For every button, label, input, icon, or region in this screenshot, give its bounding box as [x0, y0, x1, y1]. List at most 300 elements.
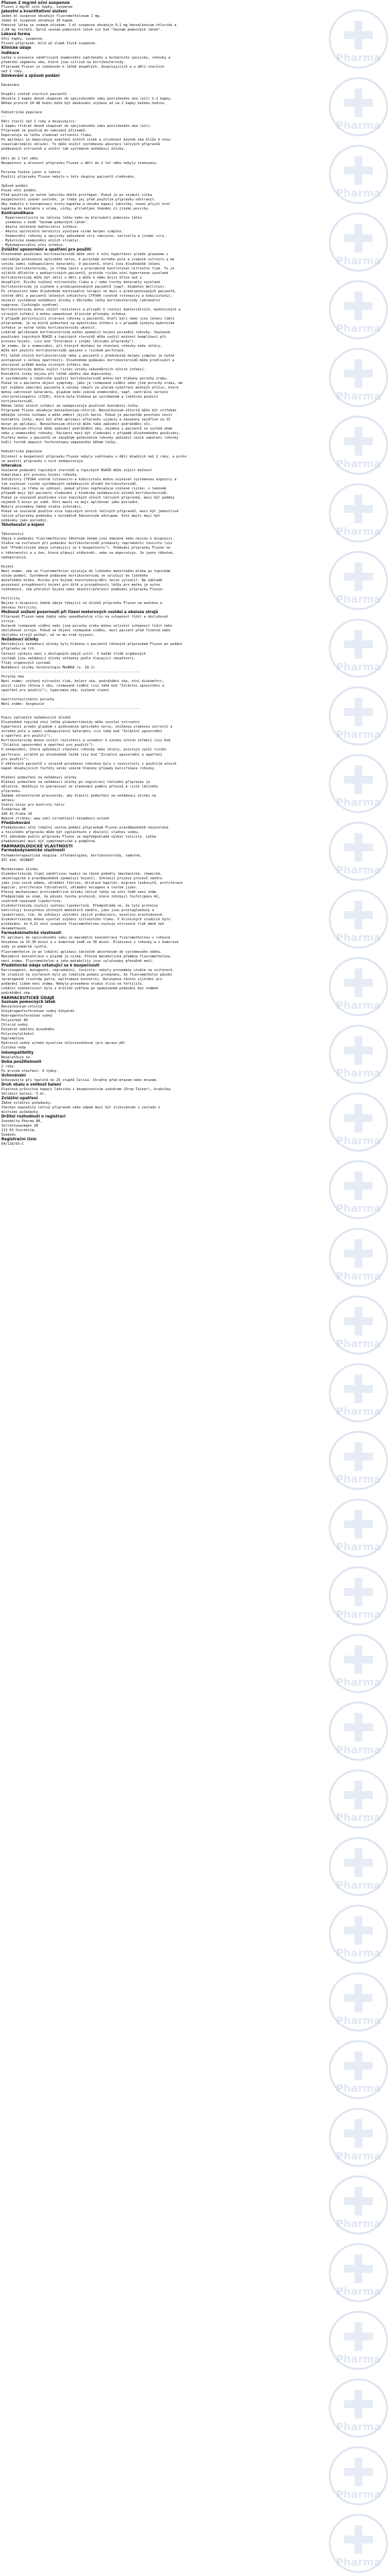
section-heading: Druh obalu a velikost balení [1, 1082, 61, 1087]
body-text-line: důležité. Umožňuje to pokračovat ve sledování poměru přínosů a rizik léčivého [1, 784, 158, 789]
pharmacy-watermark-logo [326, 1631, 391, 1696]
body-text-line [1, 166, 327, 171]
body-text-line: obsluhou strojů počkat, až se mu zrak vyjasní. [1, 633, 95, 638]
body-text-line: Státní ústav pro kontrolu léčiv [1, 803, 65, 808]
body-text-line: tím zvyšovat riziko systémových nežádoucích účinků kortikosteroidů. [1, 482, 138, 486]
watermark-text: Pharma [336, 2082, 381, 2094]
body-text-line: Kortikosteroidy mohou zvýšit riziko vzniku sekundárních očních infekcí. [1, 367, 146, 372]
section-heading: Předávkování [1, 821, 31, 826]
body-text-line: Není známo, zda se fluorometholon vylučuje do lidského mateřského mléka po topickém [1, 569, 171, 573]
body-text-line: Následující nežádoucí účinky byly hlášeny u pacientů léčených přípravkem Fluxon po podání [1, 642, 182, 647]
body-text-line: podávány jako poslední. [1, 519, 48, 523]
pharmacy-watermark-logo [326, 751, 391, 816]
body-text-line: kapek obsahujících fosfáty velmi vzácně hlášeny případy kalcifikace rohovky. [1, 766, 156, 771]
body-text-line: 64/110/03-C [1, 1142, 24, 1147]
body-text-line: ženskou fertilitu. [1, 606, 38, 610]
watermark-text: Pharma [336, 593, 381, 605]
body-text-line: kontrolují biosyntézu účinných mediátorů zánětu, jako jsou prostaglandiny a [1, 909, 154, 913]
body-text-line: adresu: [1, 798, 16, 802]
pharmacy-watermark-logo [326, 1089, 391, 1155]
body-text-line: Porucha funkce jater a ledvin [1, 170, 61, 174]
body-text-line: a opatření pro použití"). [1, 734, 53, 739]
body-text-line: Doporučuje se léčbu sledovat nitrooční tlaku. [1, 133, 93, 138]
body-text-line: Těhotenství [1, 532, 24, 537]
watermark-text: Pharma [336, 1744, 381, 1756]
body-text-line: očními kortikosteroidy, je třeba často a pravidelně kontrolovat nitrooční tlak. To je [1, 266, 175, 271]
body-text-line: Fosfáty mohou u pacientů se závažným poškozením rohovky způsobit vznik zakalení rohovky [1, 436, 179, 441]
body-text-line: následným poškozením optického nervu, k poruchám zorného pole a zrakové ostrosti a ke [1, 257, 175, 262]
section-heading: Seznam pomocných látek [1, 1000, 56, 1005]
section-heading: Předklinické údaje vztahující se k bezpečnosti [1, 963, 100, 968]
section-heading: Registrační číslo [1, 1138, 36, 1142]
body-text-line: nedoporučuje. [1, 555, 28, 560]
document-text [1, 1, 327, 1147]
section-heading: Těhotenství a kojení [1, 523, 44, 528]
pharmacy-watermark-logo [326, 2443, 391, 2508]
body-text-line: měkkými očními čočkami a může změnit jejich barvu. Pokud je pacientům povoleno nosit [1, 413, 173, 418]
body-text-line: 2 roky. [1, 1064, 16, 1069]
watermark-text: Pharma [336, 1202, 381, 1214]
body-text-line: rozhodnout, zda přerušit kojení nebo ukončit/přerušit podávání přípravku Fluxon. [1, 587, 164, 592]
body-text-line: Nejsou k dispozici žádné údaje týkající se účinků přípravku Fluxon na mužskou a [1, 601, 162, 605]
body-text-line: objevit systémové nežádoucí účinky v důsledku léčby kortikosteroidy (adrenální [1, 298, 160, 303]
body-text-line: - Onemocnění rohovky a spojivky způsobené viry vakcinie, varicella a jinými viry. [1, 234, 166, 239]
body-text-line: Jeden ml suspenze obsahuje 20 kapek. [1, 19, 75, 23]
body-text-line: vody je poměrně rychlá. [1, 945, 48, 950]
body-text-line: pocit cizího tělesa v oku, rozmazané vidění (viz také bod "Zvláštní upozornění a [1, 683, 164, 688]
body-text-line: Pokud se u pacienta objeví symptomy, jako je rozmazané vidění nebo jiné poruchy zraku, má [1, 381, 182, 385]
section-heading: Dávkování a způsob podání [1, 74, 60, 78]
section-heading: Jakostní a kvantitativní složení [1, 10, 67, 14]
body-text-line: kontaktní čočky, musí být před aplikací přípravku vyjmuty a nasazeny nejdříve za 15 [1, 418, 171, 422]
pharmacy-watermark-logo [326, 1428, 391, 1493]
body-text-line: 113 63 Stockholm, [1, 1129, 36, 1133]
section-heading: Doba použitelnosti [1, 1060, 42, 1064]
body-text-line: v těhotenství a u žen, které plánují otěhotnět, nebo se doporučuje. Je jasno těhotné, [1, 551, 175, 555]
body-text-line: Po prvním otevření: 4 týdny. [1, 1069, 59, 1073]
body-text-line: Před použitím je nutné lahvičku dobře protřepat. Pokud je po sejmutí víčka [1, 193, 152, 197]
body-text-line: bezpečnostní uzávěr uvolněn, je třeba jej před použitím přípravku odstranit. [1, 197, 156, 202]
body-text-line: nebo u onemocnění rohovky. Pacienti musí být sledováni v případě dlouhodobého používání. [1, 432, 181, 436]
body-text-line: Inhibitory CYP3A4 včetně ritonaviru a kobicistatu mohou zvyšovat systémovou expozici a [1, 477, 177, 482]
body-text-line: Benzalkonium-chlorid může způsobit podráždění oka, zejména u pacientů se suchým okem [1, 427, 173, 432]
pharmacy-watermark-logo [326, 1022, 391, 1087]
body-text-line: Fluorometholon je po lokální aplikaci částečně absorbován do systémového oběhu. [1, 950, 162, 954]
body-text-line: -------------------------------------------------------------------- [1, 670, 140, 674]
body-text-line [1, 528, 327, 532]
body-text-line: léčivé přípravky podávány s minimálně 5minutovým odstupem. Oční masti mají být [1, 514, 160, 519]
body-text-line: U některých pacientů s vyrazně poraženou rohovkou byly v souvislosti s použitím očních [1, 761, 177, 766]
section-heading: FARMACEUTICKÉ ÚDAJE [1, 995, 55, 1000]
body-text-line: kortikosteroidy je zvýšené u predisponovaných pacientů (např. diabetes mellitus). [1, 284, 166, 289]
body-text-line: Lokální snášenlivost byla u králíků ověřena po opakovaném podávání bez známek [1, 986, 158, 991]
body-text-line: leukotrieny, tím, že inhibují uvolnění jejich prekurzoru, kyseliny arachidonové. [1, 913, 164, 918]
watermark-text: Pharma [336, 1879, 381, 1891]
section-heading: Držitel rozhodnutí o registraci [1, 1115, 66, 1119]
body-text-line [1, 592, 327, 597]
body-text-line: Po aplikaci se doporučuje uzavření očních víček a stisknout koutek oka blíže k nosu [1, 138, 171, 143]
body-text-line: Předávkování oční lokální cestou podání přípravkem Fluxon pravděpodobně nevyvolává [1, 826, 169, 830]
pharmacy-watermark-logo [326, 1360, 391, 1425]
body-text-line: Studie na zvířatech při podávání kortikosteroidů prokázaly reprodukční toxicitu (viz [1, 541, 173, 546]
body-text-line: přípravku. [1, 789, 22, 793]
body-text-line: být zváženo odeslání pacienta k očnímu lékaři za účelem vyšetření možných příčin, které [1, 385, 179, 390]
watermark-text: Pharma [336, 390, 381, 402]
body-text-line: Účinnost a bezpečnost přípravku Fluxon nebyly ověřovány u dětí mladších než 2 roky, a proto [1, 454, 187, 459]
body-text-line: zvláště důležité u pediatrických pacientů, protože riziko oční hypertenze vyvolané [1, 271, 169, 275]
pharmacy-watermark-logo [326, 2172, 391, 2238]
body-text-line: jako jsou vznik edému, ukládání fibrinu, dilatace kapilár, migrace leukocytů, proliferace [1, 881, 182, 885]
body-text-line: Dočasně rozmazané vidění nebo jiné poruchy zraku mohou ovlivnit schopnost řídit nebo [1, 624, 173, 629]
pharmacy-watermark-logo [326, 1969, 391, 2035]
body-text-line: supprese, Cushingův syndrom). [1, 303, 61, 307]
body-text-line: virových infekcí a mohou zamaskovat klinické příznaky infekce. [1, 312, 128, 317]
body-text-line: kapátka do kontaktu s očima, víčky, přilehlými tkáněmi či jinými povrchy. [1, 207, 150, 212]
body-text-line: Mechanismus účinku [1, 867, 38, 871]
body-text-line: Během prvních 24-48 hodin může být dávkování zvýšeno až na 2 kapky každou hodinu. [1, 102, 166, 105]
section-heading: Farmakokinetické vlastnosti [1, 931, 61, 936]
body-text-line: -------------------------------------------------------------------- [1, 707, 140, 711]
body-text-line: Poruchy oka [1, 674, 24, 679]
body-text-line: Není známo: dysgeuzie [1, 702, 44, 707]
body-text-line: Popis vybraných nežádoucích účinků [1, 716, 71, 720]
body-text-line: Fluxon přípravek: bílá až slabě žlutá suspenze. [1, 42, 97, 46]
body-text-line: Kontaktní čočky nejsou při léčbě zánětu oka doporučeny. [1, 372, 113, 376]
body-text-line: Po intenzivní nebo dlouhodobé kontinuální terapii se musí u predisponovaných pacientů, [1, 289, 177, 294]
pharmacy-watermark-logo [326, 74, 391, 139]
body-text-line: předávkování musí být symptomatická a podpůrná. [1, 840, 97, 844]
body-text-line: není známa. Fluorometholon a jeho metabolity jsou vylučovány převážně močí. [1, 959, 154, 963]
body-text-line: kvůli tvorbě depozit fosforečnanu vápenatého během léčby. [1, 441, 118, 445]
body-text-line: podávání lidem není známa. Nebyla provedena studie vlivu na fertilitu. [1, 981, 144, 986]
body-text-line: "Zvláštní upozornění a opatření pro použití"). [1, 743, 95, 748]
pharmacy-watermark-logo [326, 954, 391, 1019]
body-text-line: Žádné zvláštní požadavky. [1, 1101, 53, 1106]
pharmacy-watermark-logo [326, 142, 391, 207]
body-text-line: Hydroxid sodný a/nebo kyselina chlorovodíková (pro úpravu pH) [1, 1041, 126, 1046]
watermark-text: Pharma [336, 999, 381, 1011]
body-text-line [1, 771, 327, 776]
body-text-line: dexamethason. [1, 927, 28, 931]
pharmacy-watermark-logo [326, 2511, 391, 2576]
body-text-line: Není známo: zvýšený nitrooční tlak, bolest oka, podráždění oka, oční diskomfort, [1, 679, 164, 683]
body-text-line: Šrobárova 48 [1, 808, 26, 812]
body-text-line [1, 106, 327, 111]
body-text-line: Kombinaci je třeba se vyhnout, pokud přínos nepřevažuje zvýšené riziko; v takovém [1, 486, 166, 491]
watermark-text: Pharma [336, 1811, 381, 1824]
body-text-line: Lokálně aplikované kortikosteroidy mohou zpomalit hojení poranění rohovky. Současné [1, 331, 171, 335]
body-text-line: 100 41 Praha 10 [1, 812, 32, 817]
body-text-line: Současné podávání topických steroidů a topických NSAID může zvýšit možnost [1, 468, 152, 473]
body-text-line: Kortikosteroidy mohou snížit rezistenci a přispět k rozvoji bakteriálních, mykotických a [1, 308, 181, 312]
section-heading: Klinické údaje [1, 46, 31, 51]
watermark-text: Pharma [336, 1541, 381, 1553]
body-text-line: Kojení [1, 564, 14, 569]
body-text-line: kapilár, proliferace fibroblastů, ukládání kolagenu a tvorba jizev. [1, 885, 138, 890]
body-text-line: Při léčbě očních kortikosteroidy nebo u pacientů s předchozím herpes simplex je nutné [1, 353, 175, 358]
body-text-line: Hlášení podezření na nežádoucí účinky po registraci léčivého přípravku je [1, 780, 150, 784]
body-text-line: Fluxon 2 mg/ml oční kapky, suspenze [1, 5, 73, 10]
body-text-line: perforace, zvláště po dlouhodobé léčbě (viz bod "Zvláštní upozornění a opatření [1, 752, 162, 757]
body-text-line: infekce je nutné léčbu kortikosteroidy ukončit. [1, 326, 97, 331]
body-text-line: Innodelta Pharma AB, [1, 1119, 42, 1124]
body-text-line: (nasolakrimální okluze). To může snížit systémovou absorpci léčivých přípravků [1, 143, 160, 147]
body-text-line: Přípravek Fluxon nemá žádný nebo zanedbatelný vliv na schopnost řídit a obsluhovat [1, 615, 169, 620]
body-text-line: mohou zahrnovat kataraktu, glaukom nebo vzácná onemocnění, např. centrální serózní [1, 390, 169, 394]
body-text-line: opatření pro použití"), hyperemie oka, zvýšené slzení [1, 688, 109, 692]
body-text-line: Po aplikaci do spojivkového vaku je maximální koncentrace fluorometholonu v rohovce [1, 936, 171, 940]
watermark-text: Pharma [336, 1270, 381, 1282]
pharmacy-watermark-logo [326, 1293, 391, 1358]
body-text-line: chorioretinopatii (CSCR), která byla hlášena po systémovém a lokálním použití [1, 394, 158, 399]
body-text-line: Dihydrát edetátu disodného [1, 1028, 55, 1032]
body-text-line: Pomocná látka se známým účinkem: 1 ml suspenze obsahuje 0,1 mg benzalkonium-chloridu a [1, 23, 177, 28]
body-text-line: imunologické a pravděpodobně zpomalují hojení). Inhibují projevy procesů zánětu [1, 876, 162, 881]
watermark-text: Pharma [336, 728, 381, 741]
body-text-line: kortikosteroidů. [1, 399, 34, 404]
body-text-line: 1 kapku třikrát denně vkapovat do spojivkového vaku postiženého oka (očí). [1, 124, 152, 129]
body-text-line [1, 560, 327, 565]
pharmacy-watermark-logo [326, 7, 391, 72]
body-text-line: Neuplatňuje se. [1, 1055, 32, 1060]
body-text-line: Farmakoterapeutická skupina: oftalmologika, kortikosteroidy, samotné, [1, 853, 142, 858]
body-text-line: Dihydrogenfosforečnan sodný dihydrát [1, 1009, 75, 1014]
body-text-line: ATC kód: S01BA07 [1, 858, 34, 862]
watermark-text: Pharma [336, 254, 381, 267]
section-heading: Uchovávání [1, 1073, 26, 1078]
watermark-text: Pharma [336, 1405, 381, 1418]
body-text-line: Četnost výskytu není z dostupných údajů určit. V každé třídě orgánových [1, 651, 146, 656]
body-text-line: Dospělí včetně starších pacientů [1, 92, 66, 96]
watermark-text: Pharma [336, 1134, 381, 1147]
watermark-text: Pharma [336, 2353, 381, 2365]
body-text-line: Plastová průsvitná kapací lahvička s bezpečnostním uzávěrem (Drop-Tainer), krabička. [1, 1087, 173, 1091]
pharmacy-watermark-logo [326, 616, 391, 681]
body-text-line: než 2 roky. [1, 69, 24, 74]
body-text-line: 2,84 mg fosfátů. Úplný seznam pomocných látek viz bod "Seznam pomocných látek". [1, 28, 162, 33]
body-text-line: bod "Předklinické údaje vztahující se k bezpečnosti"). Podávání přípravku Fluxon se [1, 546, 171, 551]
body-text-line: Předpokládá se však, že působí tvorbu proteinů, které inhibují fosfolipázu A2, [1, 894, 160, 899]
body-text-line: stroje. [1, 620, 16, 624]
body-text-line: Webové stránky: www.sukl.cz/nahlasit-nezadouci-ucinek [1, 817, 109, 821]
body-text-line: Během léčby očních infekcí se nedoporučuje používat kontaktní čočky. [1, 404, 140, 409]
body-text-line: Pediatrická populace [1, 450, 42, 454]
body-text-line: podávaných nitroočně a snížit tak systémové nežádoucí účinky. [1, 147, 126, 152]
body-text-line: Přípravek Fluxon obsahuje benzalkonium-chlorid. Benzalkonium-chlorid může být vstřebán [1, 409, 177, 413]
body-text-line: dospělých. Riziko zvýšení nitroočního tlaku a / nebo tvorby katarakty vyvolané [1, 280, 160, 284]
watermark-text: Pharma [336, 2285, 381, 2297]
body-text-line: používání topických NSAID a topických steroidů může zvýšit možnost komplikací při [1, 335, 166, 340]
body-text-line: Oční kapky, suspenze. [1, 37, 44, 42]
watermark-text: Pharma [336, 864, 381, 876]
body-text-line: dosažena za 15-30 minut a v komorové vodě za 30 minut. Eliminace z rohovky a z komorové [1, 940, 179, 945]
pharmacy-watermark-logo [326, 819, 391, 884]
body-text-line: Glukokortikoidy zvyšují syntézu lipokortinů. Předpokládá se, že tyto proteiny [1, 904, 158, 909]
body-text-line: pro použití"). [1, 757, 30, 761]
watermark-text: Pharma [336, 796, 381, 808]
body-text-line: Aby nedošlo k kontaminaci hrotu kapátka a obsahu kapací lahvičky, nesmí přijít hrot [1, 202, 171, 206]
body-text-line: podráždění oka. [1, 991, 32, 995]
body-text-line: Ve studiích na zvířatech bylo po lokálním podání prokázáno, že fluorometholon působí [1, 972, 173, 977]
body-text-line: obsluhovat stroje. Pokud se objeví rozmazané vidění, musí pacient před řízením nebo [1, 629, 171, 633]
body-text-line: může být použití kortikosteroidů spojeno s rizikem perforace. [1, 349, 126, 353]
watermark-text: Pharma [336, 2150, 381, 2162]
section-heading: Inkompatibility [1, 1050, 34, 1055]
body-text-line: - Akutní epitelální keratitis vyvolaná virem herpes simplex. [1, 230, 124, 234]
body-text-line: Dlouhodobá topická oční léčba glukokortikoidy může vyvolat nitrooční [1, 720, 140, 725]
watermark-text: Pharma [336, 322, 381, 335]
body-text-line: systémů jsou nežádoucí účinky seřazeny podle klesající závažnosti. [1, 656, 136, 661]
body-text-line: Fertilita [1, 596, 20, 601]
pharmacy-watermark-logo [326, 886, 391, 952]
pharmacy-watermark-logo [326, 548, 391, 613]
section-heading: Fluxon 2 mg/ml oční suspenze [1, 1, 70, 5]
body-text-line [1, 445, 327, 450]
body-text-line: Obvykle 2 kapky denně vkapovat do spojivkového vaku postiženého oka (očí) 1-2 kapky. [1, 96, 173, 101]
watermark-text: Pharma [336, 2420, 381, 2433]
body-text-line: případě mají být pacienti sledováni z hlediska nežádoucích účinků kortikosteroidů. [1, 491, 169, 495]
body-text-line: Třídy orgánových systémů [1, 661, 50, 665]
body-text-line: Je známo, že u onemocnění, při kterých dochází ke ztenčení rohovky nebo skléry, [1, 344, 162, 349]
section-heading: Možnost snížení pozornosti při řízení motorových vozidel a obsluze strojů [1, 610, 158, 615]
watermark-text: Pharma [336, 187, 381, 199]
body-text-line: Žádáme zdravotnické pracovníky, aby hlásili podezření na nežádoucí účinky na [1, 793, 156, 798]
body-text-line: Léčba a prevence zánětlivých onemocnění zadrženého a bulbárního spojivky, rohovky a [1, 55, 171, 60]
body-text-line: a toxického přípravku může být vypláchnuto z oka(očí) vlažnou vodou. [1, 830, 140, 835]
body-text-line: Pokud se současně používá více topických očních léčivých přípravků, musí být jednotlivé [1, 510, 179, 514]
body-text-line: - Mykobakteriální oční infekce. [1, 243, 65, 248]
body-text-line: - Akutní neléčené bakteriální infekce. [1, 225, 79, 230]
body-text-line: Velikost balení: 5 ml. [1, 1091, 46, 1096]
section-heading: Zvláštní upozornění a opatření pro použití [1, 248, 91, 253]
body-text-line: hypertenzi a/nebo glaukom s poškozením optického nervu, sníženou zrakovou ostrostí a [1, 725, 173, 730]
body-text-line: teratogenně (rozštěp patra, malformace končetin). Relevance těchto zjištění pro [1, 977, 162, 981]
section-heading: Indikace [1, 51, 20, 55]
body-text-line: procesu hojení. (viz bod "Interakce s jinými léčivými přípravky"). [1, 340, 136, 344]
watermark-text: Pharma [336, 2217, 381, 2230]
section-heading: Nežádoucí účinky [1, 638, 39, 642]
body-text-line: Způsob podání [1, 184, 28, 188]
watermark-text: Pharma [336, 51, 381, 64]
body-text-line: Benzalkonium-chlorid [1, 1005, 42, 1009]
watermark-text: Pharma [336, 119, 381, 131]
body-text-line: - Hypersenzitivita na léčivou látku nebo na kteroukoli pomocnou látku [1, 216, 142, 221]
body-text-line: Karcinogenní, mutagenní, reprodukční, toxicitu: nebyly provedeny studie na zvířatech. [1, 968, 175, 972]
body-text-line: Glukokortikoidy tlumí zánětlivou reakci na různé podněty (mechanické, chemické, [1, 871, 162, 876]
body-text-line: Nežádoucí účinky terminologie MedDRA (v. 18.1) [1, 665, 95, 670]
body-text-line: Děti do 2 let věku [1, 156, 38, 161]
body-text-line: -- [1, 115, 6, 120]
body-text-line: Hypromelóza [1, 1037, 24, 1041]
watermark-text: Pharma [336, 458, 381, 470]
pharmacy-watermark-logo [326, 2376, 391, 2441]
body-text-line: - Mykotická onemocnění očních struktur. [1, 239, 81, 243]
pharmacy-watermark-logo [326, 1902, 391, 1967]
watermark-text: Pharma [336, 1947, 381, 1959]
section-heading: Kontraindikace [1, 212, 34, 216]
pharmacy-watermark-logo [326, 1699, 391, 1764]
pharmacy-watermark-logo [326, 210, 391, 275]
body-text-line: Pouze oční podání. [1, 188, 38, 193]
body-text-line: posouzení prospěšnosti kojení pro dítě a prospěšnosti léčby pro matku je nutno [1, 582, 160, 587]
body-text-line: Přípravek se používá do vymizení příznaků. [1, 129, 87, 133]
body-text-line: Čištěná voda [1, 1046, 26, 1050]
pharmacy-watermark-logo [326, 1834, 391, 1899]
body-text-line: U onemocnění, která způsobují ztenčení rohovky nebo skléry, existuje vyšší riziko [1, 748, 166, 752]
watermark-text: Pharma [336, 2014, 381, 2027]
body-text-line: Polyvinylalkohol [1, 1032, 34, 1037]
body-text-line: Při náhodném požití přípravku Fluxon se nepředpokládá výskyt toxicity. Léčba [1, 835, 156, 840]
watermark-text: Pharma [336, 1608, 381, 1621]
body-text-line: Pokud je současně používáno více topických očních léčivých přípravků, musí být podány [1, 495, 175, 500]
section-heading: Zvláštní opatření [1, 1097, 38, 1101]
body-text-line: postupovat s velkou opatrností. Dlouhodobé podávání kortikosteroidů může prodloužit a [1, 358, 175, 363]
body-text-line: Použití přípravku Fluxon nebylo u této skupiny pacientů sledováno. [1, 174, 136, 179]
body-text-line: Přípravek Fluxon je indikován k léčbě dospělých, dospívajících a u dětí starších [1, 64, 164, 69]
watermark-text: Pharma [336, 1676, 381, 1688]
watermark-text: Pharma [336, 2488, 381, 2501]
watermark-text: Pharma [336, 661, 381, 673]
pharmacy-watermark-logo [326, 480, 391, 545]
pharmacy-watermark-logo [326, 345, 391, 410]
body-text-line: Kortikosteroidy mohou snížit rezistenci a usnadnit k vzniku očních infekcí (viz bod [1, 739, 171, 743]
body-text-line: Bezpečnost a účinnost přípravku Fluxon u dětí do 2 let věku nebyly stanoveny. [1, 161, 158, 165]
body-text-line [1, 863, 327, 868]
pharmacy-watermark-logo [326, 683, 391, 748]
body-text-line [1, 79, 327, 83]
body-text-line: Hlášení podezření na nežádoucí účinky [1, 775, 77, 780]
pharmacy-watermark-logo [326, 1157, 391, 1222]
watermark-text: Pharma [336, 1067, 381, 1079]
body-text-line: Děti starší než 2 roky a dospívající: [1, 120, 77, 124]
body-text-line: Maximální koncentrace v plazmě je nízká. Přesná metabolická přeměna fluorometholonu [1, 954, 171, 959]
body-text-line: Dávkování [1, 83, 20, 87]
section-heading: Léková forma [1, 33, 31, 37]
section-heading: FARMAKOLOGICKÉ VLASTNOSTI [1, 844, 73, 849]
watermark-text: Pharma [336, 931, 381, 944]
body-text-line: očním podání. Systémově podávané kortikosteroidy se vylučují do lidského [1, 573, 148, 578]
body-text-line: -- [1, 692, 6, 697]
pharmacy-watermark-logo [326, 2240, 391, 2305]
body-text-line [1, 88, 327, 92]
body-text-line: Polysorbát 80 [1, 1019, 28, 1023]
body-text-line: Dlouhodobé používání kortikosteroidů může vést k oční hypertenzi a/nebo glaukomu s [1, 253, 169, 257]
body-text-line: Hydrogenfosforečnan sodný [1, 1014, 53, 1019]
body-text-line: Pediatrická populace [1, 111, 42, 115]
pharmacy-watermark-logo [326, 2037, 391, 2102]
body-text-line [1, 152, 327, 157]
body-text-line: se použití přípravku u nich nedoporučuje. [1, 459, 85, 463]
body-text-line: zhoršovat průběh mnoha virových infekcí oka. [1, 363, 91, 367]
body-text-line: Chlorid sodný [1, 1023, 28, 1028]
body-text-line: Uchovávejte při teplotě do 25 stupňů Celsia. Chraňte před mrazem nebo mrazem. [1, 1078, 158, 1082]
pharmacy-watermark-logo [326, 1563, 391, 1628]
body-text-line: Přesný mechanismus protizánětlivé účinku léčivé látky na oční tkáň není znám. [1, 890, 158, 894]
body-text-line: zorného pole a zadní subkapsulární kataraktu (viz také bod "Zvláštní upozornění [1, 730, 162, 734]
pharmacy-watermark-logo [326, 277, 391, 342]
body-text-line: Nebyly provedeny žádné studie interakcí. [1, 505, 83, 510]
section-heading: Interakce [1, 463, 22, 468]
body-text-line: Všechen nepoužitý léčivý přípravek nebo odpad musí být zlikvidován v souladu s [1, 1106, 160, 1110]
pharmacy-watermark-logo [326, 2308, 391, 2373]
body-text-line: minut po aplikaci. Benzalkonium-chlorid může také způsobit podráždění očí. [1, 422, 152, 427]
body-text-line: Švédsko [1, 1133, 16, 1138]
body-text-line: U systémového a lokálního použití kortikosteroidů mohou být hlášeny poruchy zraku. [1, 376, 169, 381]
body-text-line: Údaje o podávání fluorometholonu těhotným ženám jsou omezené nebo nejsou k dispozici. [1, 537, 175, 541]
pharmacy-watermark-logo [326, 1496, 391, 1561]
body-text-line: kortikosteroidy může být větší u dětí a může k němu dojít dříve než u [1, 275, 142, 280]
watermark-text: Pharma [336, 2556, 381, 2568]
